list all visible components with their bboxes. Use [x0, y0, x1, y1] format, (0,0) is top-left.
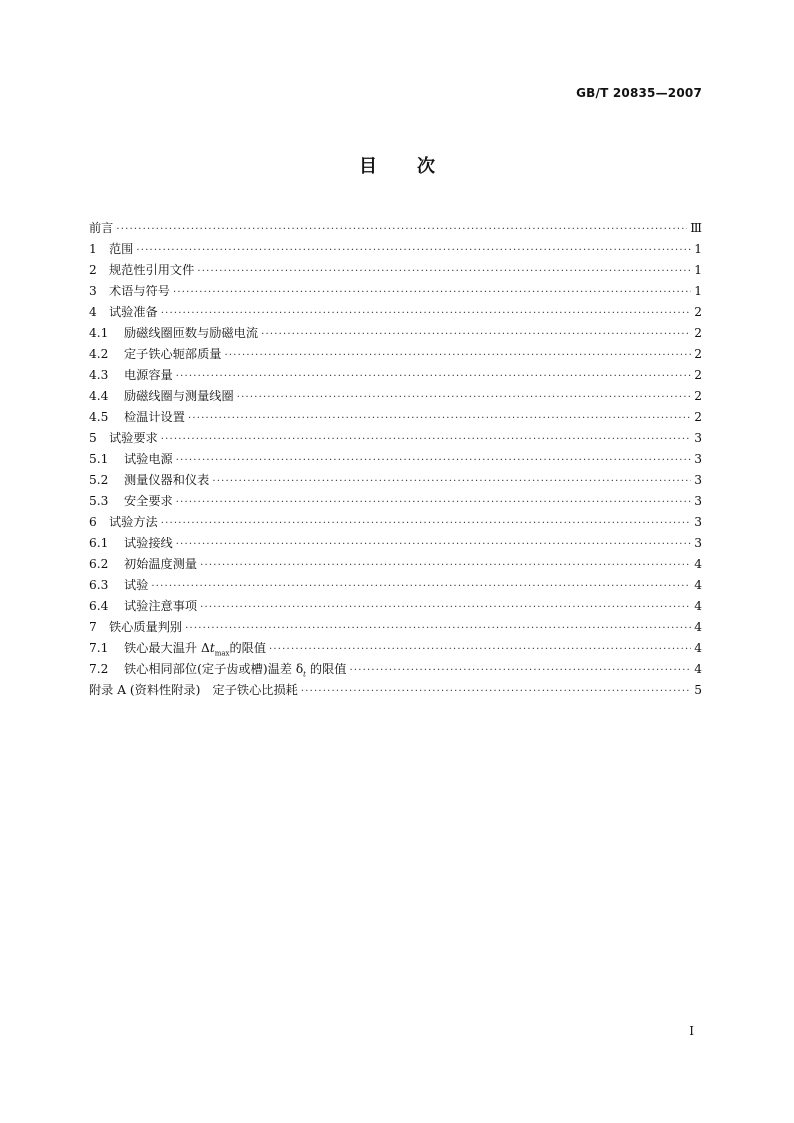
toc-entry-page: 3	[694, 494, 702, 508]
toc-entry-4-2[interactable]	[89, 344, 702, 365]
toc-entry-page: 2	[694, 305, 702, 319]
toc-entry-label: 试验	[124, 578, 149, 592]
toc-entry-label: 铁心质量判别	[109, 620, 183, 634]
toc-entry-number: 3	[89, 284, 97, 298]
toc-entry-label: 励磁线圈匝数与励磁电流	[124, 326, 259, 340]
toc-entry-page: 4	[694, 620, 702, 634]
toc-entry-page: 3	[694, 473, 702, 487]
toc-leader-dots	[161, 303, 691, 324]
toc-leader-dots	[200, 555, 691, 576]
toc-leader-dots	[176, 366, 691, 387]
toc-entry-page: 4	[694, 599, 702, 613]
toc-leader-dots	[136, 240, 691, 261]
toc-entry-page: 1	[694, 284, 702, 298]
toc-entry-5-1[interactable]	[89, 449, 702, 470]
toc-entry-1[interactable]	[89, 239, 702, 260]
toc-entry-4-5[interactable]	[89, 407, 702, 428]
toc-entry-number: 7.1	[89, 641, 109, 655]
toc-leader-dots	[212, 471, 691, 492]
toc-entry-page: 3	[694, 431, 702, 445]
toc-entry-number: 4.4	[89, 389, 109, 403]
toc-leader-dots	[269, 639, 691, 660]
toc-entry-page: 4	[694, 557, 702, 571]
subscript-max: max	[214, 649, 230, 658]
toc-title: 目次	[359, 156, 475, 177]
toc-entry-label: 试验注意事项	[124, 599, 198, 613]
toc-entry-6[interactable]	[89, 512, 702, 533]
toc-entry-6-2[interactable]	[89, 554, 702, 575]
toc-leader-dots	[200, 597, 691, 618]
toc-entry-label: 附录 A (资料性附录) 定子铁心比损耗	[89, 683, 298, 697]
toc-leader-dots	[301, 681, 691, 702]
toc-leader-dots	[161, 429, 691, 450]
toc-leader-dots	[197, 261, 691, 282]
toc-leader-dots	[185, 618, 691, 639]
label-text-suffix: 的限值	[306, 662, 347, 676]
toc-entry-label: 定子铁心轭部质量	[124, 347, 222, 361]
toc-entry-page: 2	[694, 326, 702, 340]
toc-entry-number: 4.5	[89, 410, 109, 424]
toc-leader-dots	[151, 576, 691, 597]
toc-entry-label: 范围	[109, 242, 134, 256]
toc-leader-dots	[176, 534, 691, 555]
toc-entry-6-4[interactable]	[89, 596, 702, 617]
toc-list	[89, 218, 702, 701]
toc-entry-label: 试验要求	[109, 431, 158, 445]
label-text: 铁心最大温升 Δ	[124, 641, 210, 655]
toc-entry-label: 检温计设置	[124, 410, 185, 424]
toc-entry-2[interactable]	[89, 260, 702, 281]
toc-entry-label: 初始温度测量	[124, 557, 198, 571]
toc-entry-number: 7	[89, 620, 97, 634]
toc-entry-number: 4.2	[89, 347, 109, 361]
toc-entry-page: 1	[694, 263, 702, 277]
page-folio: I	[689, 1024, 694, 1038]
toc-leader-dots	[116, 219, 687, 240]
toc-entry-4-1[interactable]	[89, 323, 702, 344]
toc-entry-page: 4	[694, 641, 702, 655]
toc-entry-page: 2	[694, 389, 702, 403]
toc-entry-number: 6.1	[89, 536, 109, 550]
toc-entry-5-3[interactable]	[89, 491, 702, 512]
toc-entry-number: 7.2	[89, 662, 109, 676]
toc-entry-number: 4.3	[89, 368, 109, 382]
toc-leader-dots	[261, 324, 691, 345]
toc-entry-page: 4	[694, 662, 702, 676]
toc-entry-7-2[interactable]	[89, 659, 702, 680]
toc-entry-label: 安全要求	[124, 494, 173, 508]
toc-entry-number: 1	[89, 242, 97, 256]
toc-entry-7[interactable]	[89, 617, 702, 638]
toc-leader-dots	[176, 492, 691, 513]
toc-entry-4[interactable]	[89, 302, 702, 323]
toc-entry-4-3[interactable]	[89, 365, 702, 386]
toc-entry-label: 试验电源	[124, 452, 173, 466]
toc-leader-dots	[173, 282, 691, 303]
toc-leader-dots	[237, 387, 691, 408]
toc-entry-number: 6.4	[89, 599, 109, 613]
toc-entry-number: 5.1	[89, 452, 109, 466]
toc-entry-page: 4	[694, 578, 702, 592]
toc-entry-3[interactable]	[89, 281, 702, 302]
toc-entry-number: 4	[89, 305, 97, 319]
standard-code: GB/T 20835—2007	[576, 86, 702, 100]
toc-entry-6-3[interactable]	[89, 575, 702, 596]
toc-entry-label: 励磁线圈与测量线圈	[124, 389, 234, 403]
toc-entry-page: 5	[694, 683, 702, 697]
toc-leader-dots	[176, 450, 691, 471]
toc-entry-label: 电源容量	[124, 368, 173, 382]
toc-leader-dots	[349, 660, 691, 681]
toc-entry-label: 规范性引用文件	[109, 263, 195, 277]
symbol-t: t	[209, 641, 215, 655]
label-text-suffix: 的限值	[229, 641, 267, 655]
toc-entry-label: 试验接线	[124, 536, 173, 550]
toc-entry-number: 5	[89, 431, 97, 445]
toc-leader-dots	[161, 513, 691, 534]
toc-entry-label: 试验方法	[109, 515, 158, 529]
toc-entry-number: 2	[89, 263, 97, 277]
toc-entry-4-4[interactable]	[89, 386, 702, 407]
toc-entry-page: 3	[694, 452, 702, 466]
toc-entry-5[interactable]	[89, 428, 702, 449]
toc-entry-number: 5.3	[89, 494, 109, 508]
toc-entry-label: 试验准备	[109, 305, 158, 319]
toc-leader-dots	[225, 345, 692, 366]
toc-entry-appendix-a[interactable]	[89, 680, 702, 701]
toc-entry-page: 3	[694, 515, 702, 529]
toc-entry-label: 测量仪器和仪表	[124, 473, 210, 487]
toc-entry-number: 5.2	[89, 473, 109, 487]
subscript-t: t	[303, 670, 306, 679]
toc-entry-number: 6.2	[89, 557, 109, 571]
toc-entry-label: 术语与符号	[109, 284, 170, 298]
toc-entry-page: 3	[694, 536, 702, 550]
toc-entry-label: 前言	[89, 221, 114, 235]
toc-entry-page: 2	[694, 410, 702, 424]
toc-entry-7-1[interactable]	[89, 638, 702, 659]
toc-entry-6-1[interactable]	[89, 533, 702, 554]
toc-entry-page: Ⅲ	[690, 221, 702, 235]
toc-entry-page: 2	[694, 368, 702, 382]
label-text: 铁心相同部位(定子齿或槽)温差 δ	[124, 662, 304, 676]
toc-entry-number: 6	[89, 515, 97, 529]
toc-entry-5-2[interactable]	[89, 470, 702, 491]
toc-leader-dots	[188, 408, 691, 429]
toc-entry-number: 6.3	[89, 578, 109, 592]
toc-entry-foreword[interactable]	[89, 218, 702, 239]
toc-entry-page: 1	[694, 242, 702, 256]
toc-entry-page: 2	[694, 347, 702, 361]
toc-entry-number: 4.1	[89, 326, 109, 340]
